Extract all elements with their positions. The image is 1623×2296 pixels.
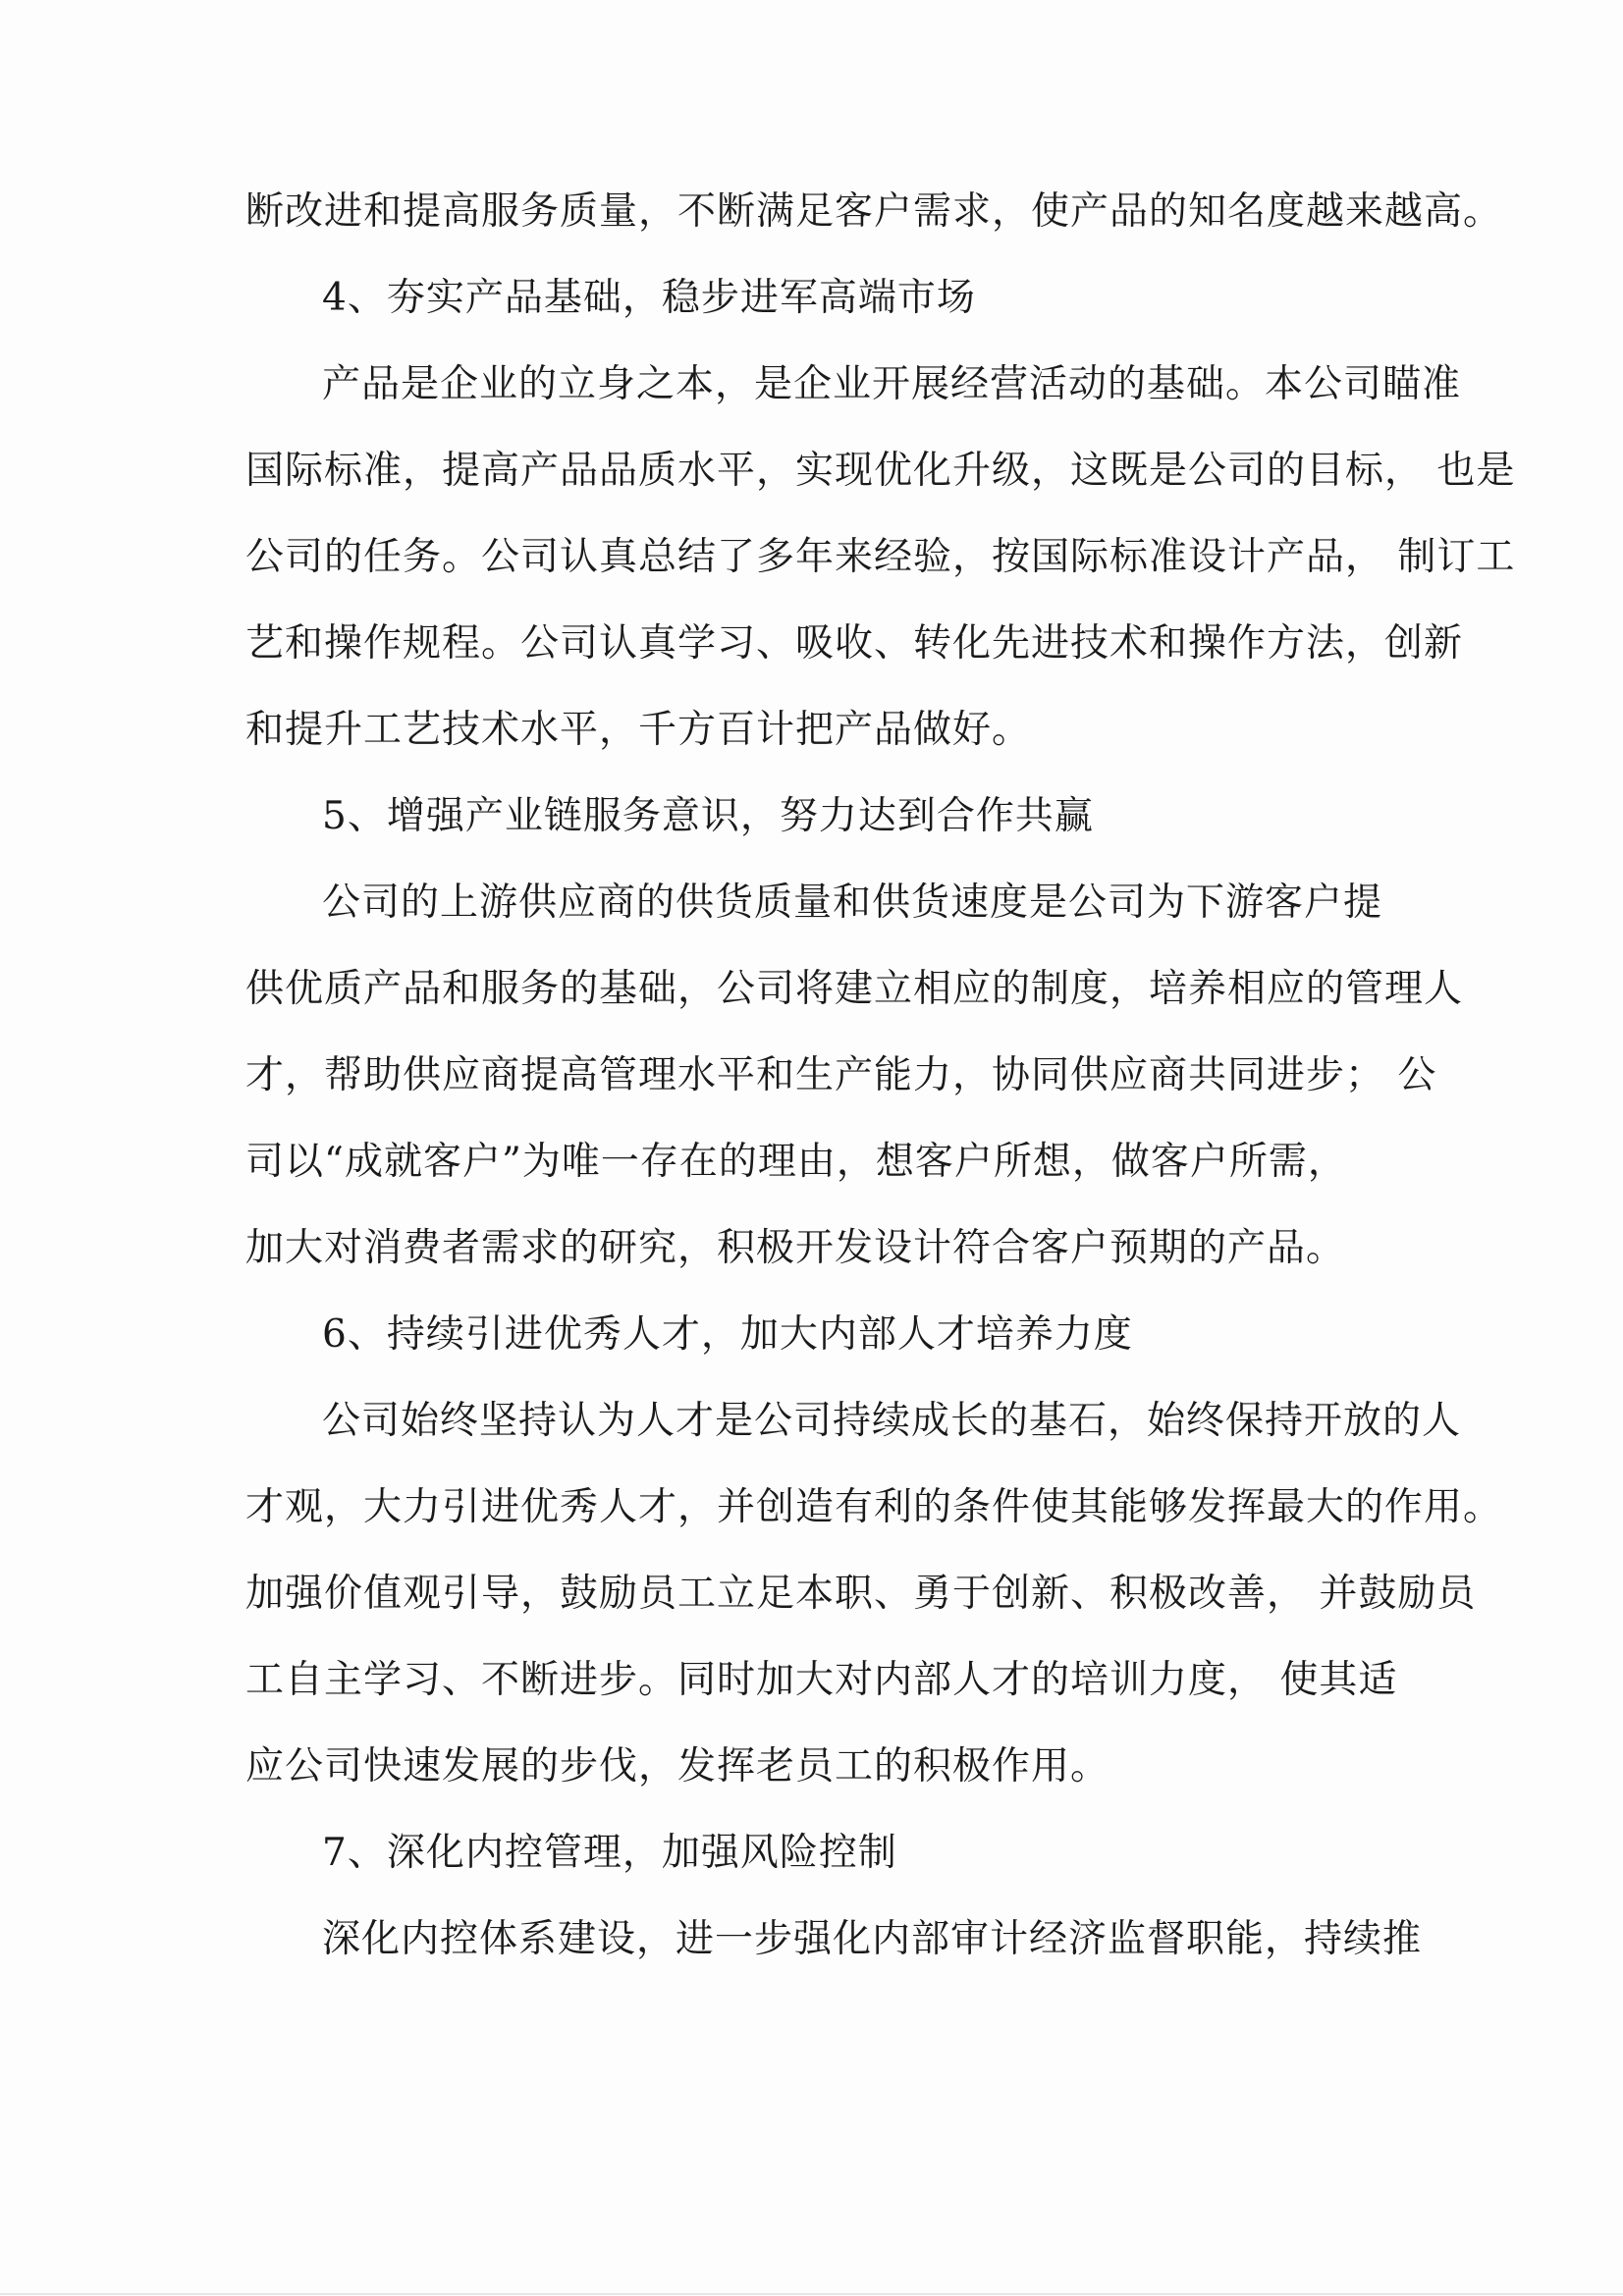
paragraph-line: 断改进和提高服务质量，不断满足客户需求，使产品的知名度越来越高。 [245,189,1503,234]
page-bottom-edge [0,2293,1623,2295]
paragraph-line: 应公司快速发展的步伐，发挥老员工的积极作用。 [245,1744,1110,1789]
section-heading-7: 7、深化内控管理，加强风险控制 [322,1831,897,1875]
paragraph-line: 加大对消费者需求的研究，积极开发设计符合客户预期的产品。 [245,1226,1346,1270]
paragraph-line: 公司的上游供应商的供货质量和供货速度是公司为下游客户提 [322,881,1383,925]
section-heading-4: 4、夯实产品基础，稳步进军高端市场 [322,276,976,320]
paragraph-line: 公司的任务。公司认真总结了多年来经验，按国际标准设计产品， 制订工 [245,535,1516,579]
paragraph-line: 和提升工艺技术水平，千方百计把产品做好。 [245,708,1032,752]
paragraph-line: 加强价值观引导，鼓励员工立足本职、勇于创新、积极改善， 并鼓励员 [245,1572,1477,1616]
section-heading-5: 5、增强产业链服务意识，努力达到合作共赢 [322,794,1094,838]
paragraph-line: 公司始终坚持认为人才是公司持续成长的基石，始终保持开放的人 [322,1399,1462,1443]
paragraph-line: 才，帮助供应商提高管理水平和生产能力，协同供应商共同进步； 公 [245,1053,1437,1097]
paragraph-line: 产品是企业的立身之本，是企业开展经营活动的基础。本公司瞄准 [322,362,1462,406]
paragraph-line: 司以“成就客户”为唯一存在的理由，想客户所想，做客户所需， [245,1140,1347,1184]
paragraph-line: 才观，大力引进优秀人才，并创造有利的条件使其能够发挥最大的作用。 [245,1485,1503,1529]
paragraph-line: 国际标准，提高产品品质水平，实现优化升级，这既是公司的目标， 也是 [245,449,1516,493]
paragraph-line: 工自主学习、不断进步。同时加大对内部人才的培训力度， 使其适 [245,1658,1398,1702]
paragraph-line: 艺和操作规程。公司认真学习、吸收、转化先进技术和操作方法，创新 [245,621,1464,666]
paragraph-line: 供优质产品和服务的基础，公司将建立相应的制度，培养相应的管理人 [245,967,1464,1011]
paragraph-line: 深化内控体系建设，进一步强化内部审计经济监督职能，持续推 [322,1917,1423,1961]
section-heading-6: 6、持续引进优秀人才，加大内部人才培养力度 [322,1312,1133,1357]
